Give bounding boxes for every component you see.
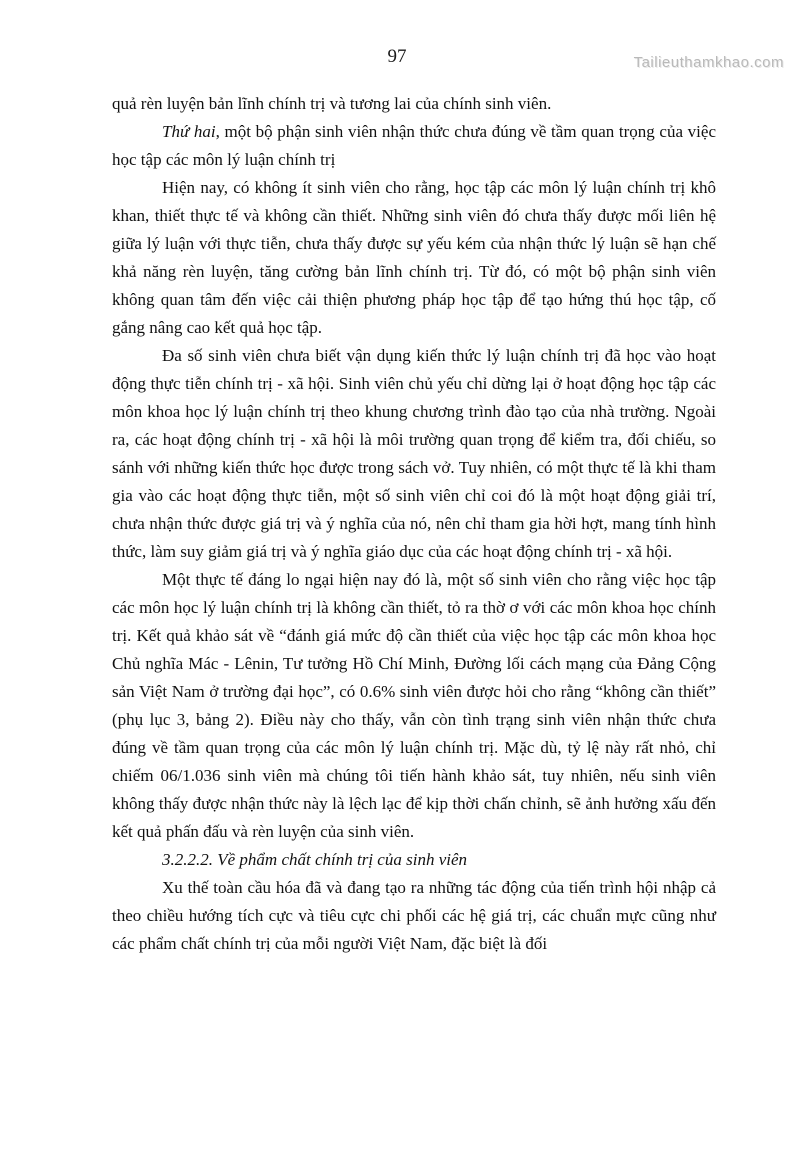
paragraph-xu-the: Xu thế toàn cầu hóa đã và đang tạo ra những tác động của tiến trình hội nhập cả theo chiều hướng tích cực và tiêu cực chi phối các hệ giá trị, các chuẩn mực cũng như các phẩm chất chính trị của mỗi người Việt Nam, đặc biệt là đối (112, 878, 716, 953)
watermark-text: Tailieuthamkhao.com (633, 54, 784, 71)
paragraph-continuation: quả rèn luyện bản lĩnh chính trị và tương lai của chính sinh viên. (112, 94, 552, 113)
document-page (0, 46, 794, 958)
paragraph-thu-hai (112, 118, 716, 174)
paragraph-text: , một bộ phận sinh viên nhận thức chưa đúng về tầm quan trọng của việc học tập các môn lý luận chính trị (112, 122, 716, 169)
paragraph-mot-thuc-te: Một thực tế đáng lo ngại hiện nay đó là, một số sinh viên cho rằng việc học tập các môn học lý luận chính trị là không cần thiết, tỏ ra thờ ơ với các môn khoa học chính trị. Kết quả khảo sát về “đánh giá mức độ cần thiết của việc học tập các môn khoa học Chủ nghĩa Mác - Lênin, Tư tưởng Hồ Chí Minh, Đường lối cách mạng của Đảng Cộng sản Việt Nam ở trường đại học”, có 0.6% sinh viên được hỏi cho rằng “không cần thiết” (phụ lục 3, bảng 2). Điều này cho thấy, vẫn còn tình trạng sinh viên nhận thức chưa đúng về tầm quan trọng của các môn lý luận chính trị. Mặc dù, tỷ lệ này rất nhỏ, chỉ chiếm 06/1.036 sinh viên mà chúng tôi tiến hành khảo sát, tuy nhiên, nếu sinh viên không thấy được nhận thức này là lệch lạc để kịp thời chấn chỉnh, sẽ ảnh hưởng xấu đến kết quả phấn đấu và rèn luyện của sinh viên. (112, 570, 716, 841)
paragraph-italic-lead: Thứ hai (162, 122, 216, 141)
paragraph-da-so: Đa số sinh viên chưa biết vận dụng kiến thức lý luận chính trị đã học vào hoạt động thực tiễn chính trị - xã hội. Sinh viên chủ yếu chỉ dừng lại ở hoạt động học tập các môn khoa học lý luận chính trị theo khung chương trình đào tạo của nhà trường. Ngoài ra, các hoạt động chính trị - xã hội là môi trường quan trọng để kiểm tra, đối chiếu, so sánh với những kiến thức học được trong sách vở. Tuy nhiên, có một thực tế là khi tham gia vào các hoạt động thực tiễn, một số sinh viên chỉ coi đó là một hoạt động giải trí, chưa nhận thức được giá trị và ý nghĩa của nó, nên chỉ tham gia hời hợt, mang tính hình thức, làm suy giảm giá trị và ý nghĩa giáo dục của các hoạt động chính trị - xã hội. (112, 346, 716, 561)
document-body (112, 90, 716, 958)
section-heading-3-2-2-2: 3.2.2.2. Về phẩm chất chính trị của sinh viên (162, 850, 468, 869)
paragraph-hien-nay: Hiện nay, có không ít sinh viên cho rằng, học tập các môn lý luận chính trị khô khan, thiết thực tế và không cần thiết. Những sinh viên đó chưa thấy được mối liên hệ giữa lý luận với thực tiễn, chưa thấy được sự yếu kém của nhận thức lý luận sẽ hạn chế khả năng rèn luyện, tăng cường bản lĩnh chính trị. Từ đó, có một bộ phận sinh viên không quan tâm đến việc cải thiện phương pháp học tập để tạo hứng thú học tập, cố gắng nâng cao kết quả học tập. (112, 178, 716, 337)
page-number: 97 (387, 46, 407, 67)
